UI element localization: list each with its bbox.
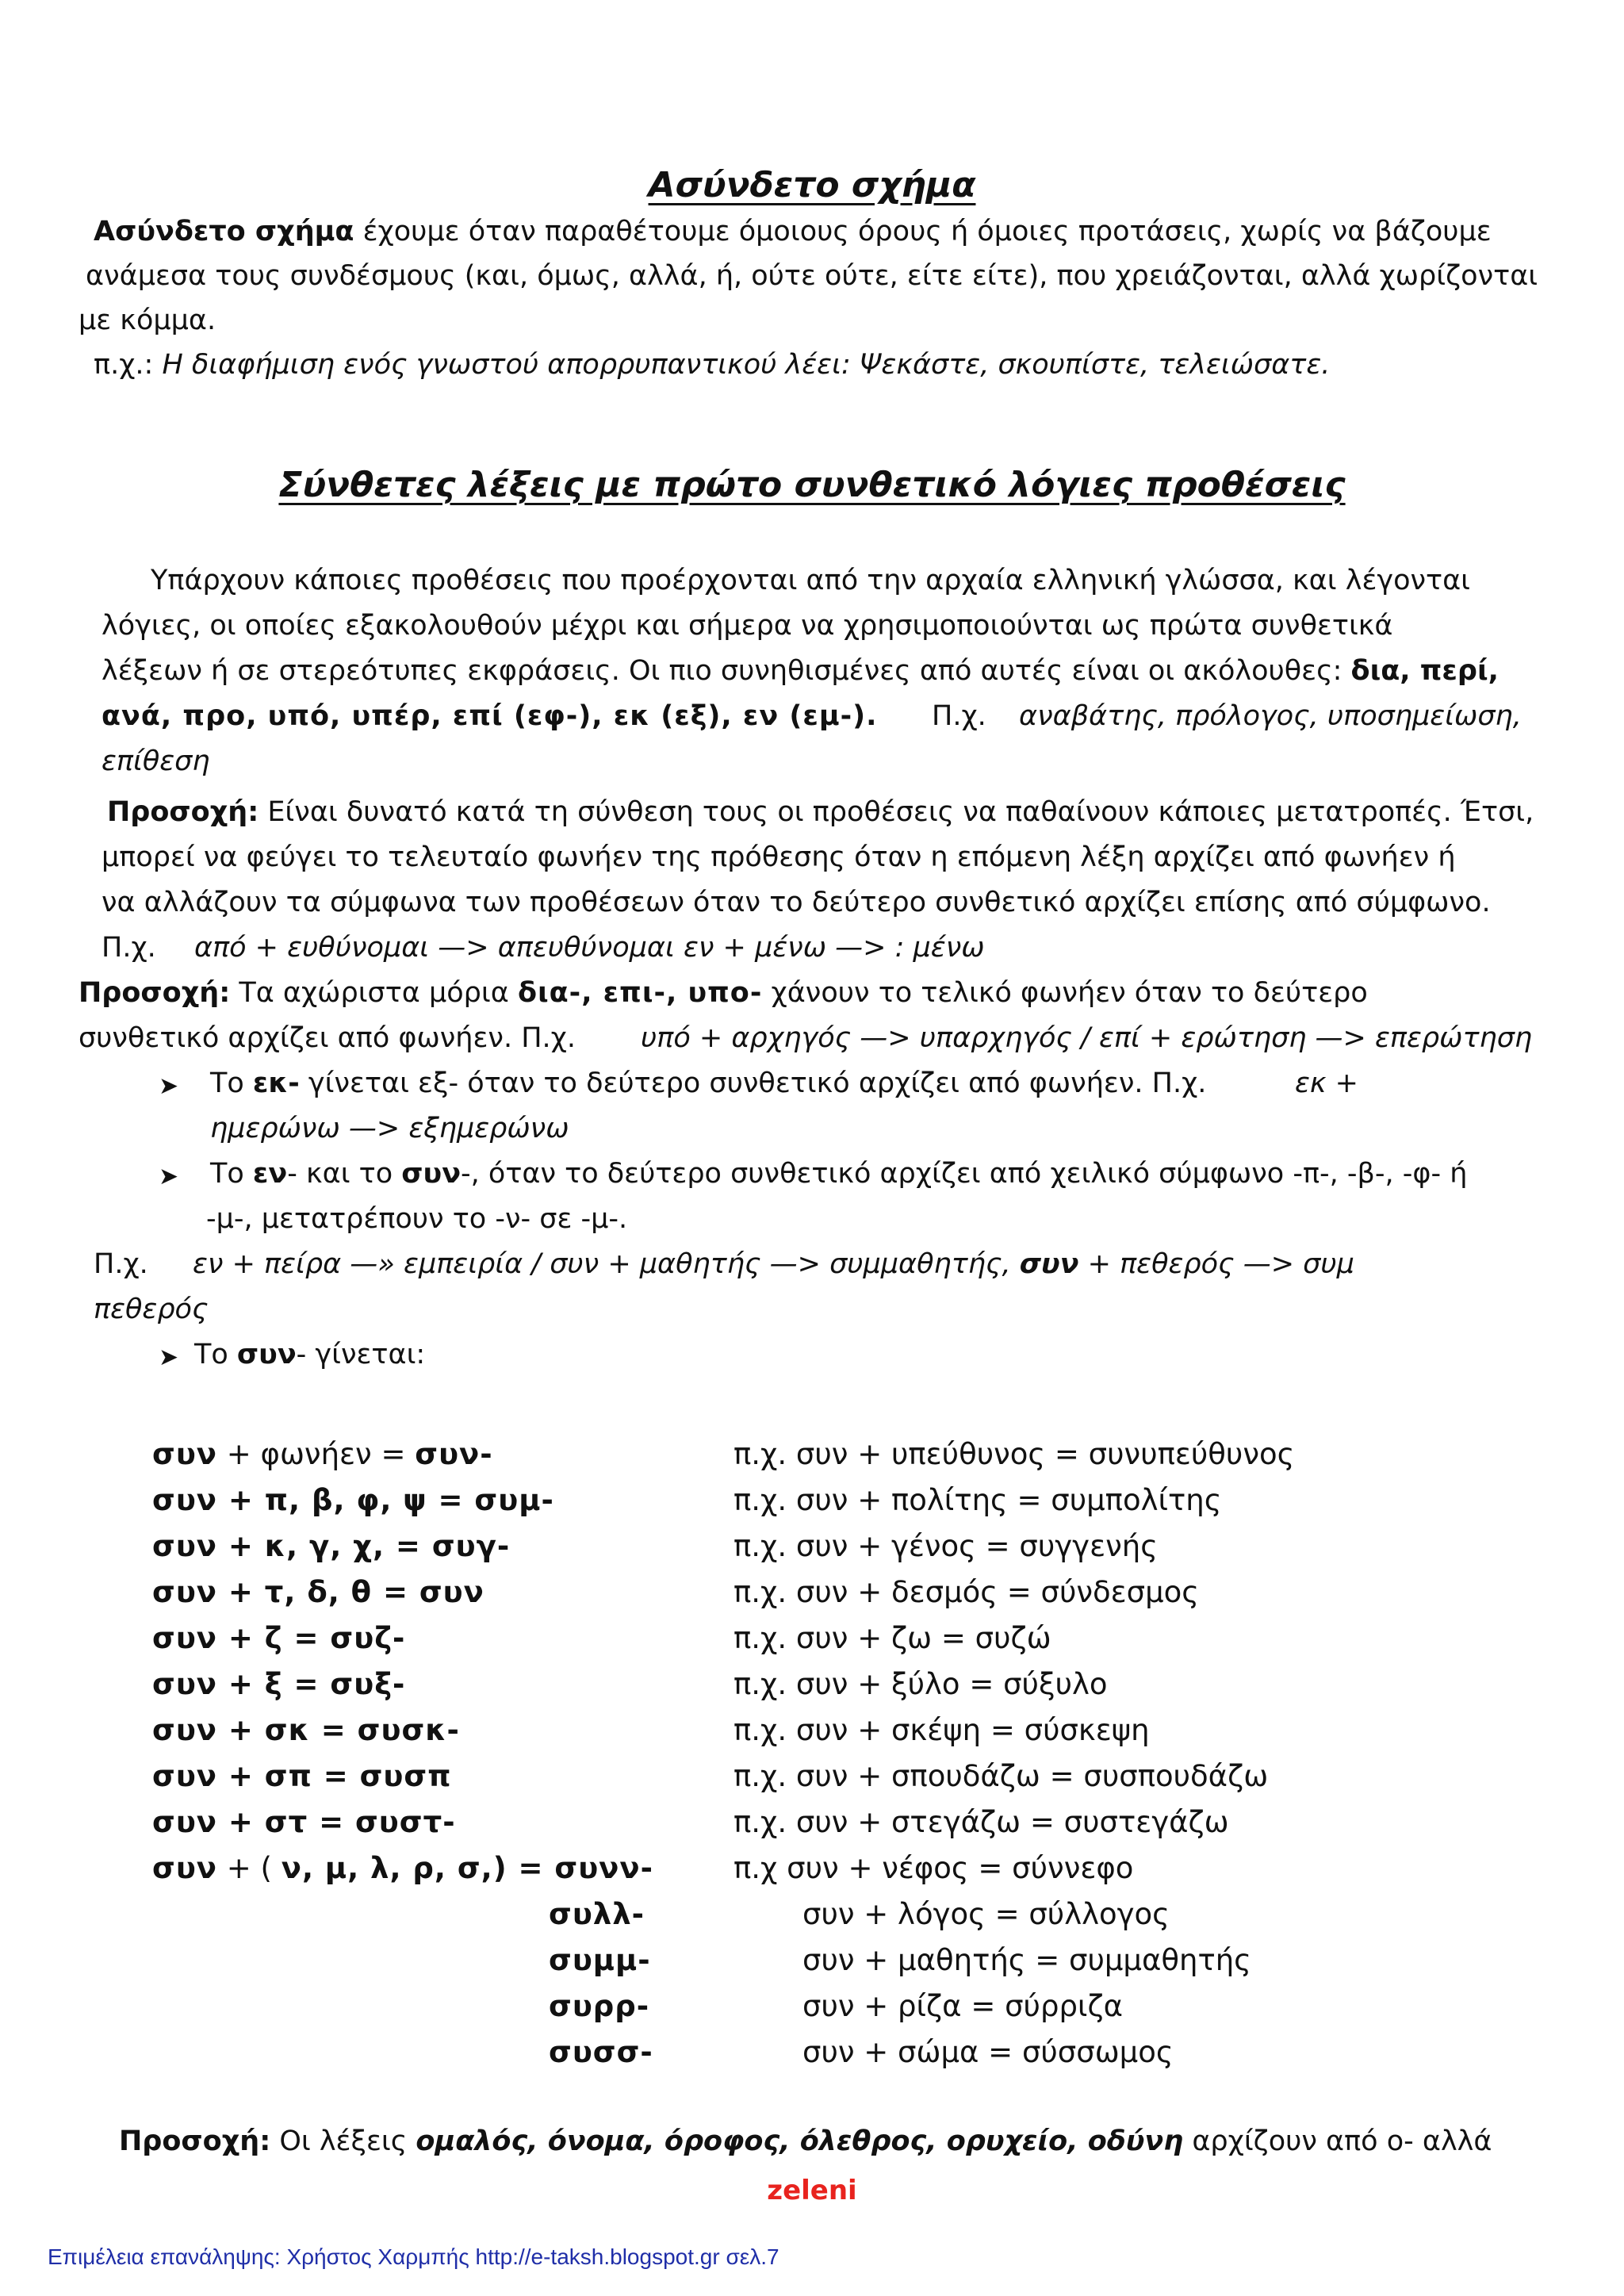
table-row-left: συν + π, β, φ, ψ = συμ- xyxy=(152,1483,554,1517)
example-text: υπό + αρχηγός —> υπαρχηγός / επί + ερώτηση —> επερώτηση xyxy=(641,1022,1533,1054)
paragraph-line xyxy=(94,209,1492,254)
brand-text: zeleni xyxy=(767,2175,857,2206)
table-row-right: π.χ. συν + σκέψη = σύσκεψη xyxy=(733,1713,1150,1747)
table-row-right: π.χ. συν + πολίτης = συμπολίτης xyxy=(733,1483,1222,1517)
example-text: επίθεση xyxy=(102,746,210,777)
table-row-right: π.χ. συν + στεγάζω = συστεγάζω xyxy=(733,1805,1229,1839)
sub-row-right: συν + λόγος = σύλλογος xyxy=(802,1897,1170,1931)
text: + ( xyxy=(217,1851,282,1885)
bold-prefix: συν xyxy=(236,1339,297,1370)
bold-rule: ν, μ, λ, ρ, σ,) = συνν- xyxy=(281,1851,653,1885)
example-line xyxy=(94,343,1330,387)
text: αρχίζουν από ο- αλλά xyxy=(1183,2125,1492,2157)
paragraph-line: να αλλάζουν τα σύμφωνα των προθέσεων όταν το δεύτερο συνθετικό αρχίζει επίσης από σύμφωνο. xyxy=(102,887,1491,918)
bullet-line xyxy=(210,1152,1467,1196)
example-text: εν + πείρα —» εμπειρία / συν + μαθητής —> συμμαθητής, xyxy=(193,1248,1020,1280)
sub-row-left: συρρ- xyxy=(549,1989,650,2023)
paragraph-line: με κόμμα. xyxy=(79,305,216,336)
bold-rule: συν xyxy=(152,1851,218,1885)
text: -, όταν το δεύτερο συνθετικό αρχίζει από χειλικό σύμφωνο -π-, -β-, -φ- ή xyxy=(461,1158,1468,1190)
sub-row-right: συν + ρίζα = σύρριζα xyxy=(802,1989,1123,2023)
sub-row-left: συμμ- xyxy=(549,1943,651,1977)
text: γίνεται εξ- όταν το δεύτερο συνθετικό αρχίζει από φωνήεν. Π.χ. xyxy=(299,1068,1207,1099)
example-text: ημερώνω —> εξημερώνω xyxy=(210,1113,569,1144)
example-label: π.χ.: xyxy=(94,349,154,381)
paragraph-line: μπορεί να φεύγει το τελευταίο φωνήεν της πρόθεσης όταν η επόμενη λέξη αρχίζει από φωνήεν ή xyxy=(102,841,1456,873)
table-row-left xyxy=(152,1432,493,1477)
table-row-left: συν + ξ = συξ- xyxy=(152,1667,406,1701)
sub-row-left: συλλ- xyxy=(549,1897,645,1931)
bullet-line xyxy=(194,1332,425,1377)
bold-prefix: συν xyxy=(401,1158,462,1190)
paragraph-line: λόγιες, οι οποίες εξακολουθούν μέχρι και σήμερα να χρησιμοποιούνται ως πρώτα συνθετικά xyxy=(102,610,1393,642)
table-row-left: συν + κ, γ, χ, = συγ- xyxy=(152,1529,511,1563)
bold-prepositions: δια, περί, xyxy=(1350,655,1499,687)
table-row-left: συν + σκ = συσκ- xyxy=(152,1713,460,1747)
table-row-left: συν + τ, δ, θ = συν xyxy=(152,1575,485,1609)
text: Το xyxy=(210,1068,253,1099)
text: λέξεων ή σε στερεότυπες εκφράσεις. Οι πιο συνηθισμένες από αυτές είναι οι ακόλουθες: xyxy=(102,655,1351,687)
example-line xyxy=(102,926,156,970)
bold-rule: συν xyxy=(152,1437,218,1471)
paragraph-line: ανάμεσα τους συνδέσμους (και, όμως, αλλά, ή, ούτε ούτε, είτε είτε), που χρειάζονται, αλλά χωρίζονται xyxy=(86,260,1538,292)
note-label: Προσοχή: xyxy=(107,796,259,828)
text: Είναι δυνατό κατά τη σύνθεση τους οι προθέσεις να παθαίνουν κάποιες μετατροπές. Έτσι, xyxy=(259,796,1534,828)
sub-row-right: συν + σώμα = σύσσωμος xyxy=(802,2035,1174,2069)
note-label: Προσοχή: xyxy=(119,2125,271,2157)
example-text: από + ευθύνομαι —> απευθύνομαι εν + μένω —> : μένω xyxy=(194,932,985,964)
note-line xyxy=(79,971,1368,1015)
table-row-right: π.χ. συν + δεσμός = σύνδεσμος xyxy=(733,1575,1199,1609)
bold-prefix: εν xyxy=(252,1158,288,1190)
bold-prefixes: δια-, επι-, υπο- xyxy=(517,977,763,1009)
text: έχουμε όταν παραθέτουμε όμοιους όρους ή όμοιες προτάσεις, χωρίς να βάζουμε xyxy=(354,216,1492,247)
table-row-right: π.χ. συν + ζω = συζώ xyxy=(733,1621,1051,1655)
table-row-left xyxy=(152,1846,653,1891)
text: - γίνεται: xyxy=(296,1339,426,1370)
bold-prefix: εκ- xyxy=(252,1068,300,1099)
text: Τα αχώριστα μόρια xyxy=(230,977,518,1009)
paragraph-line: Υπάρχουν κάποιες προθέσεις που προέρχονται από την αρχαία ελληνική γλώσσα, και λέγονται xyxy=(151,565,1471,596)
sub-row-right: συν + μαθητής = συμμαθητής xyxy=(802,1943,1251,1977)
bold-prepositions: ανά, προ, υπό, υπέρ, επί (εφ-), εκ (εξ), εν (εμ-). xyxy=(102,700,878,732)
bullet-line xyxy=(210,1061,1206,1106)
paragraph-line: συνθετικό αρχίζει από φωνήεν. Π.χ. xyxy=(79,1022,576,1054)
example-line xyxy=(193,1242,1354,1286)
example-label: Π.χ. xyxy=(102,932,156,964)
paragraph-line: -μ-, μετατρέπουν το -ν- σε -μ-. xyxy=(206,1203,628,1235)
bold-term: Ασύνδετο σχήμα xyxy=(94,216,354,247)
paragraph-line xyxy=(102,649,1499,693)
text: Το xyxy=(194,1339,237,1370)
example-text: πεθερός xyxy=(94,1294,209,1325)
example-text: εκ + xyxy=(1295,1068,1358,1099)
table-row-left: συν + στ = συστ- xyxy=(152,1805,456,1839)
bold-italic-words: ομαλός, όνομα, όροφος, όλεθρος, ορυχείο, οδύνη xyxy=(416,2125,1184,2157)
table-row-right: π.χ. συν + γένος = συγγενής xyxy=(733,1529,1158,1563)
bold-rule: συν- xyxy=(415,1437,493,1471)
note-label: Προσοχή: xyxy=(79,977,231,1009)
sub-row-left: συσσ- xyxy=(549,2035,653,2069)
table-row-left: συν + σπ = συσπ xyxy=(152,1759,452,1793)
note-line xyxy=(107,790,1534,834)
section-title-syntheta: Σύνθετες λέξεις με πρώτο συνθετικό λόγιες προθέσεις xyxy=(278,465,1346,505)
text: - και το xyxy=(287,1158,402,1190)
final-note xyxy=(119,2119,1492,2164)
bold-prefix: συν xyxy=(1019,1248,1079,1280)
arrowhead-bullet-icon: ➤ xyxy=(159,1072,179,1100)
arrowhead-bullet-icon: ➤ xyxy=(159,1163,179,1190)
example-label: Π.χ. xyxy=(94,1248,148,1280)
arrowhead-bullet-icon: ➤ xyxy=(159,1343,179,1371)
section-title-asyndeto: Ασύνδετο σχήμα xyxy=(648,165,976,205)
text: Το xyxy=(210,1158,253,1190)
text: χάνουν το τελικό φωνήεν όταν το δεύτερο xyxy=(762,977,1368,1009)
example-text: Η διαφήμιση ενός γνωστού απορρυπαντικού λέει: Ψεκάστε, σκουπίστε, τελειώσατε. xyxy=(153,349,1331,381)
table-row-right: π.χ. συν + σπουδάζω = συσπουδάζω xyxy=(733,1759,1269,1793)
text: + φωνήεν = xyxy=(217,1437,416,1471)
paragraph-line xyxy=(102,694,877,738)
text: Οι λέξεις xyxy=(270,2125,416,2157)
table-row-right: π.χ. συν + ξύλο = σύξυλο xyxy=(733,1667,1108,1701)
table-row-right: π.χ. συν + υπεύθυνος = συνυπεύθυνος xyxy=(733,1437,1295,1471)
table-row-right: π.χ συν + νέφος = σύννεφο xyxy=(733,1851,1134,1885)
example-text: + πεθερός —> συμ xyxy=(1078,1248,1354,1280)
page-footer: Επιμέλεια επανάληψης: Χρήστος Χαρμπής http://e-taksh.blogspot.gr σελ.7 xyxy=(48,2244,779,2269)
table-row-left: συν + ζ = συζ- xyxy=(152,1621,406,1655)
example-label: Π.χ. xyxy=(932,700,986,732)
example-text: αναβάτης, πρόλογος, υποσημείωση, xyxy=(1019,700,1522,732)
